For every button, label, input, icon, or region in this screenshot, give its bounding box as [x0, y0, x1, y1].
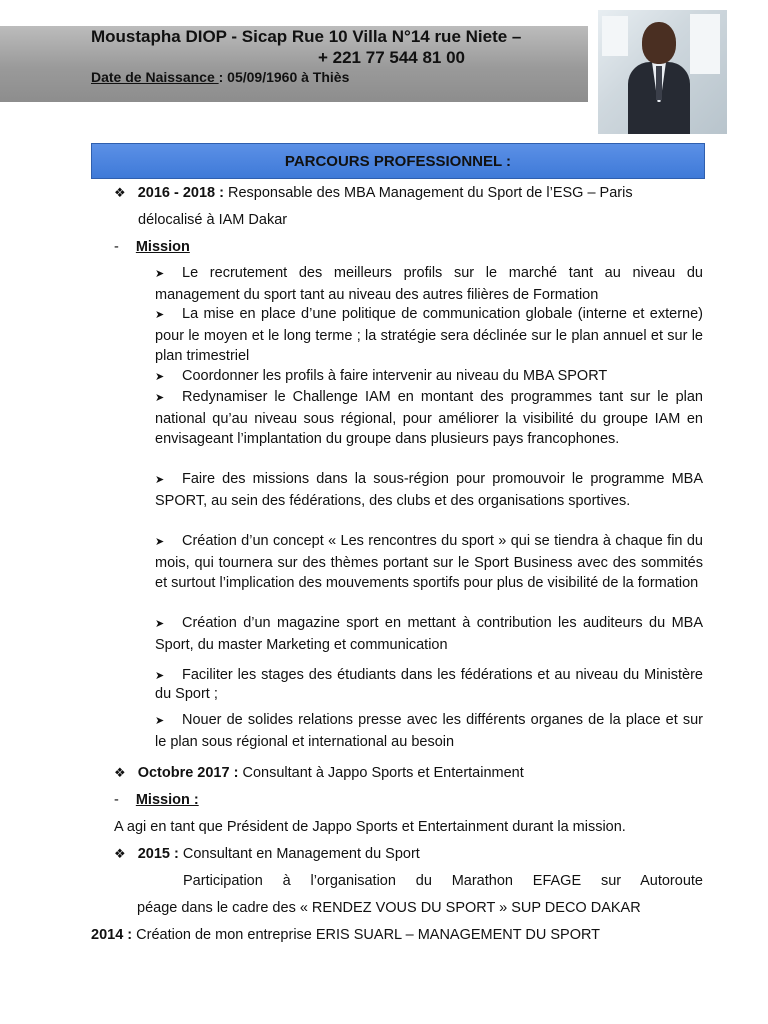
mission-item-text: La mise en place d’une politique de communication globale (interne et externe) pour le moyen et le long terme ; la stratégie sera déclinée sur le plan annuel et sur le plan trimestriel — [155, 306, 703, 364]
photo-background-window — [602, 16, 628, 56]
mission-item-text: Nouer de solides relations presse avec les différents organes de la place et sur le plan sous régional et international au besoin — [155, 712, 703, 750]
mission-item-text: Création d’un magazine sport en mettant à contribution les auditeurs du MBA Sport, du master Marketing et communication — [155, 615, 703, 653]
job2-dates: Octobre 2017 : — [137, 765, 239, 781]
mission-item — [155, 366, 703, 388]
photo-background-window — [690, 14, 720, 74]
job1-heading — [114, 183, 633, 203]
dash-bullet: - — [114, 792, 119, 808]
mission-item — [155, 469, 703, 511]
job3-dates: 2015 : — [137, 846, 179, 862]
job2-mission-heading — [114, 790, 199, 810]
arrow-bullet-icon: ➤ — [155, 474, 165, 486]
job1-title-line2: délocalisé à IAM Dakar — [138, 212, 288, 228]
mission-item — [155, 263, 703, 305]
mission-item — [155, 710, 703, 752]
diamond-bullet-icon: ❖ — [114, 765, 126, 780]
dash-bullet: - — [114, 239, 119, 255]
mission-item — [155, 304, 703, 367]
mission-item — [155, 666, 703, 703]
job4-heading — [91, 925, 600, 945]
arrow-bullet-icon: ➤ — [155, 536, 165, 548]
photo-person-tie — [656, 66, 662, 100]
mission-item — [155, 613, 703, 655]
contact-phone: + 221 77 544 81 00 — [318, 48, 465, 67]
arrow-bullet-icon: ➤ — [155, 371, 165, 383]
job3-title: Consultant en Management du Sport — [178, 846, 420, 862]
section-title: PARCOURS PROFESSIONNEL : — [91, 143, 705, 179]
mission-item-text: Faciliter les stages des étudiants dans les fédérations et au niveau du Ministère du Sport ; — [155, 667, 703, 702]
profile-photo — [598, 10, 727, 134]
arrow-bullet-icon: ➤ — [155, 268, 165, 280]
photo-person-head — [642, 22, 676, 64]
arrow-bullet-icon: ➤ — [155, 670, 165, 682]
diamond-bullet-icon: ❖ — [114, 185, 126, 200]
mission-item-text: Faire des missions dans la sous-région pour promouvoir le programme MBA SPORT, au sein des fédérations, des clubs et des organisations sportives. — [155, 471, 703, 509]
job1-dates: 2016 - 2018 : — [137, 185, 224, 201]
mission-item-text: Le recrutement des meilleurs profils sur le marché tant au niveau du management du sport tant au niveau des autres filières de Formation — [155, 265, 703, 303]
job1-title-line1: Responsable des MBA Management du Sport de l’ESG – Paris — [223, 185, 633, 201]
mission-item-text: Coordonner les profils à faire intervenir au niveau du MBA SPORT — [182, 368, 608, 384]
job4-dates: 2014 : — [91, 927, 133, 943]
arrow-bullet-icon: ➤ — [155, 309, 165, 321]
mission-item-text: Redynamiser le Challenge IAM en montant des programmes tant sur le plan national qu’au niveau sous régional, pour améliorer la visibilité du groupe IAM en envisageant l’implantation du groupe dans plusieurs pays francophones. — [155, 389, 703, 447]
diamond-bullet-icon: ❖ — [114, 846, 126, 861]
job3-description-line1: Participation à l’organisation du Marathon EFAGE sur Autoroute — [183, 873, 703, 889]
job4-title: Création de mon entreprise ERIS SUARL – MANAGEMENT DU SPORT — [132, 927, 601, 943]
job3-description-line2: péage dans le cadre des « RENDEZ VOUS DU SPORT » SUP DECO DAKAR — [137, 900, 641, 916]
birth-info — [91, 69, 349, 85]
job1-mission-heading — [114, 237, 190, 257]
birth-label: Date de Naissance — [91, 69, 219, 85]
mission-item — [155, 387, 703, 450]
job2-mission-label: Mission : — [135, 792, 199, 808]
arrow-bullet-icon: ➤ — [155, 715, 165, 727]
mission-item-text: Création d’un concept « Les rencontres du sport » qui se tiendra à chaque fin du mois, qui tournera sur des thèmes portant sur le Sport Business avec des sommités et surtout l’implication des mouvements sportifs pour plus de visibilité de la formation — [155, 533, 703, 591]
job2-title: Consultant à Jappo Sports et Entertainment — [238, 765, 524, 781]
mission-item — [155, 531, 703, 594]
job3-heading — [114, 844, 420, 864]
birth-value: : 05/09/1960 à Thiès — [218, 69, 350, 85]
arrow-bullet-icon: ➤ — [155, 392, 165, 404]
job2-heading — [114, 763, 524, 783]
job2-description: A agi en tant que Président de Jappo Sports et Entertainment durant la mission. — [114, 819, 626, 835]
job1-mission-label: Mission — [135, 239, 190, 255]
contact-name-address: Moustapha DIOP - Sicap Rue 10 Villa N°14 rue Niete – — [91, 27, 522, 46]
arrow-bullet-icon: ➤ — [155, 618, 165, 630]
